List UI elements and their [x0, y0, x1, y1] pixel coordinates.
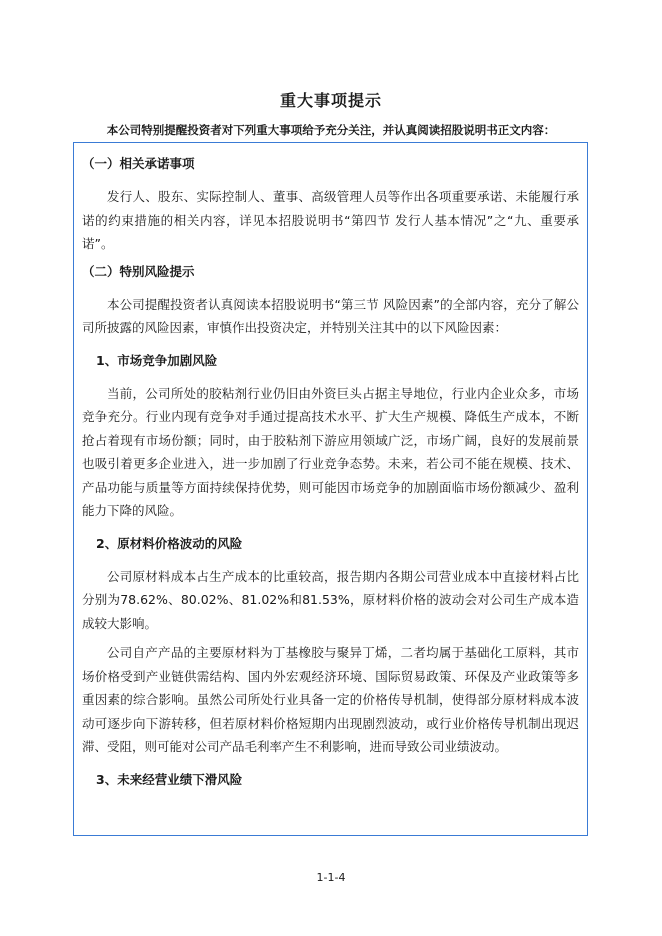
risks-intro-paragraph: 本公司提醒投资者认真阅读本招股说明书“第三节 风险因素”的全部内容，充分了解公司所披露的风险因素，审慎作出投资决定，并特别关注其中的以下风险因素： [82, 296, 579, 335]
raw-material-paragraph-1: 公司原材料成本占生产成本的比重较高，报告期内各期公司营业成本中直接材料占比分别为78.62%、80.02%、81.02%和81.53%，原材料价格的波动会对公司生产成本造成较大影响。 [82, 568, 579, 631]
risk-heading-raw-material: 2、原材料价格波动的风险 [96, 535, 243, 551]
risk-heading-competition: 1、市场竞争加剧风险 [96, 352, 218, 368]
section-heading-risks: （二）特别风险提示 [82, 263, 195, 279]
page-title: 重大事项提示 [279, 91, 382, 110]
content-box [73, 142, 588, 836]
competition-paragraph: 当前，公司所处的胶粘剂行业仍旧由外资巨头占据主导地位，行业内企业众多，市场竞争充分。行业内现有竞争对手通过提高技术水平、扩大生产规模、降低生产成本，不断抢占着现有市场份额；同时，由于胶粘剂下游应用领域广泛，市场广阔，良好的发展前景也吸引着更多企业进入，进一步加剧了行业竞争态势。未来，若公司不能在规模、技术、产品功能与质量等方面持续保持优势，则可能因市场竞争的加剧面临市场份额减少、盈利能力下降的风险。 [82, 385, 579, 518]
section-heading-commitments: （一）相关承诺事项 [82, 156, 195, 171]
commitments-paragraph: 发行人、股东、实际控制人、董事、高级管理人员等作出各项重要承诺、未能履行承诺的约束措施的相关内容，详见本招股说明书“第四节 发行人基本情况”之“九、重要承诺”。 [82, 189, 579, 251]
raw-material-paragraph-2: 公司自产产品的主要原材料为丁基橡胶与聚异丁烯，二者均属于基础化工原料，其市场价格受到产业链供需结构、国内外宏观经济环境、国际贸易政策、环保及产业政策等多重因素的综合影响。虽然公司所处行业具备一定的价格传导机制，使得部分原材料成本波动可逐步向下游转移，但若原材料价格短期内出现剧烈波动，或行业价格传导机制出现迟滞、受阻，则可能对公司产品毛利率产生不利影响，进而导致公司业绩波动。 [82, 645, 579, 754]
intro-text: 本公司特别提醒投资者对下列重大事项给予充分关注，并认真阅读招股说明书正文内容： [106, 123, 556, 137]
risk-heading-performance: 3、未来经营业绩下滑风险 [96, 771, 243, 787]
page-number: 1-1-4 [316, 871, 346, 884]
